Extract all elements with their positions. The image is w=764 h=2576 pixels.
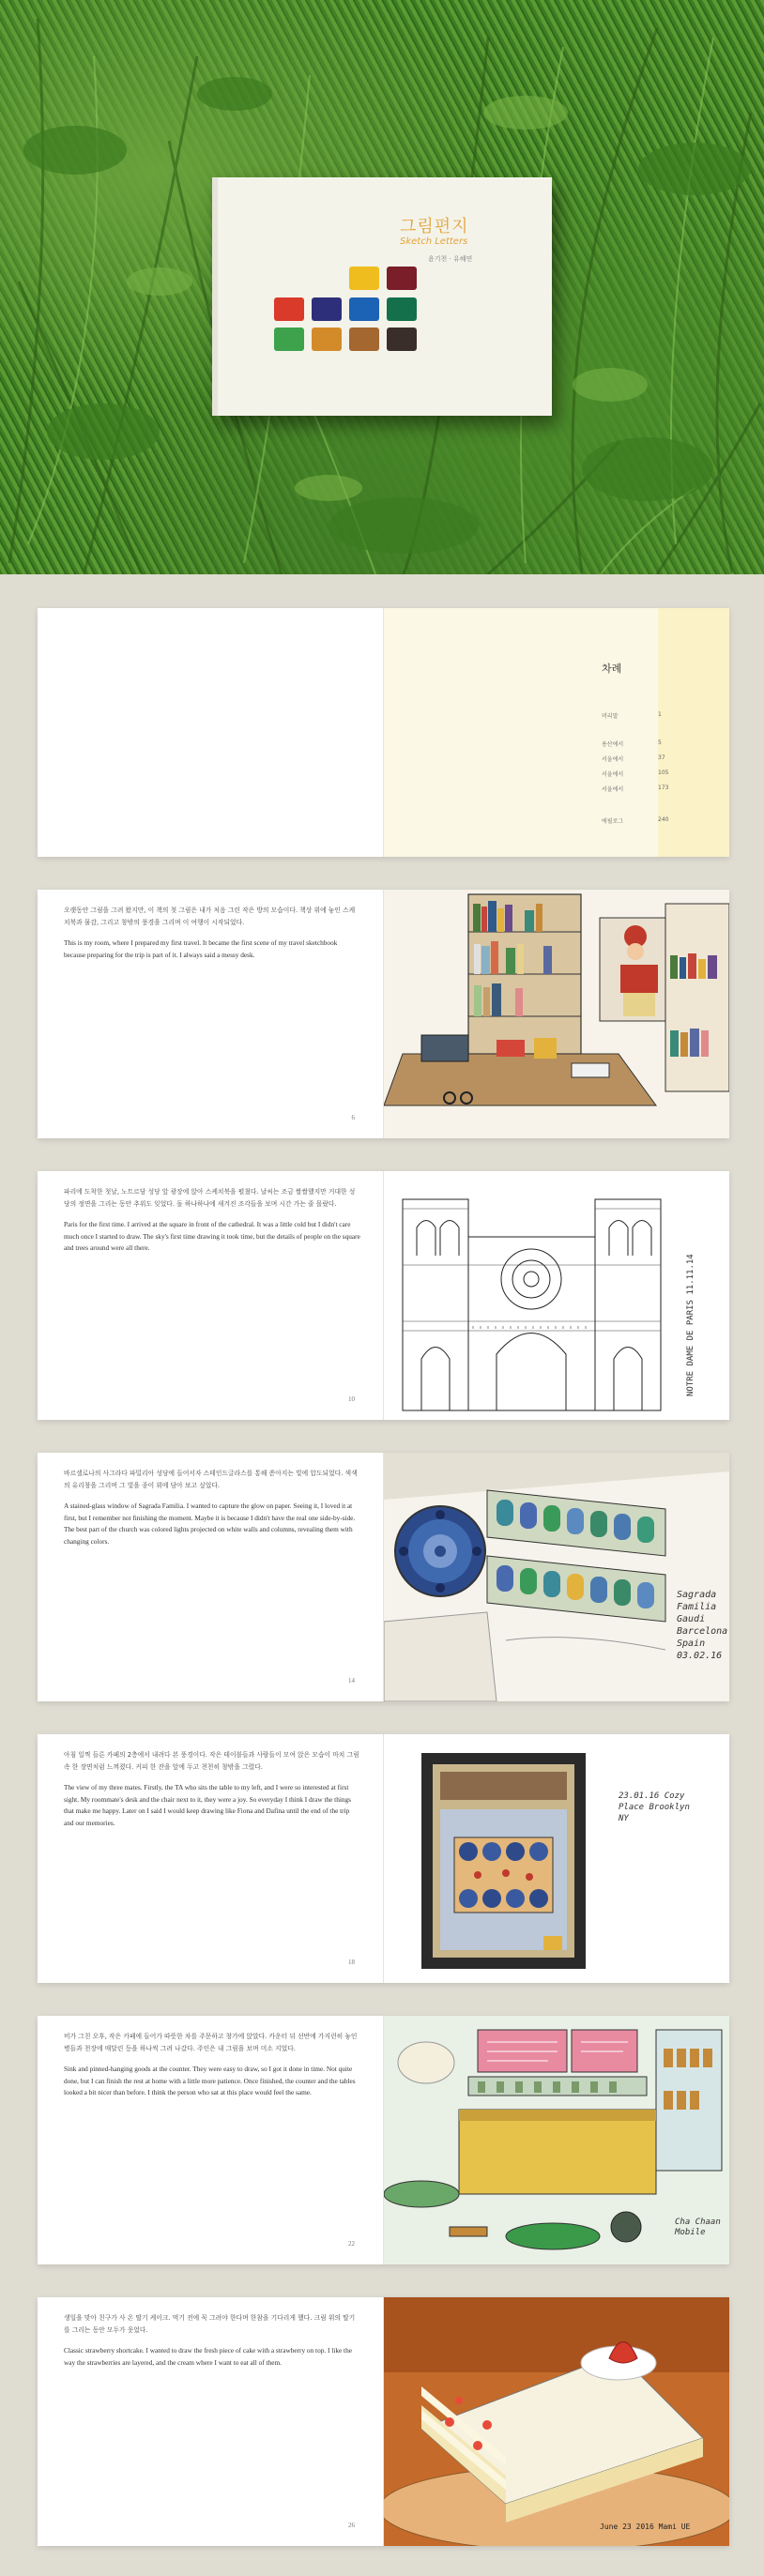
sketch-stained-glass (384, 1453, 729, 1701)
korean-text: 파리에 도착한 첫날, 노트르담 성당 앞 광장에 앉아 스케치북을 펼쳤다. 날씨는 조금 쌀쌀했지만 거대한 성당의 정면을 그리는 동안 추위도 잊었다. 돌 하나하나에 새겨진 조각들을 보며 시간 가는 줄 몰랐다. (64, 1188, 356, 1208)
blank-page (38, 608, 384, 857)
sketch-room (384, 890, 729, 1138)
toc-item: 서울에서 37 (602, 755, 665, 763)
english-text: The view of my three mates. Firstly, the TA who sits the table to my left, and I were so interested at first sight. My roommate's desk and the chair next to it, they were a joy. So everyday I think I draw the things that make me happy. Later on I said I would keep drawing like Fiona and Dafina until the end of the trip and our memories. (64, 1783, 352, 1827)
color-swatch (312, 328, 342, 351)
toc-item: 머리말 1 (602, 711, 662, 720)
sketch-top-view (384, 1734, 729, 1983)
page-number: 22 (348, 2240, 355, 2248)
sketch-caption: June 23 2016 Mami UE (600, 2523, 691, 2531)
color-swatch (312, 297, 342, 321)
spread-sagrada-familia (38, 1453, 729, 1701)
sketch-counter (384, 2016, 729, 2264)
spread-room (38, 890, 729, 1138)
color-swatch (387, 267, 417, 290)
sketch-caption: Sagrada Familia Gaudi Barcelona Spain 03.02.16 (677, 1590, 728, 1661)
page-number: 10 (348, 1395, 355, 1403)
page-number: 26 (348, 2522, 355, 2529)
korean-text: 오랫동안 그림을 그려 왔지만, 이 책의 첫 그림은 내가 처음 그린 작은 방의 모습이다. 책상 위에 놓인 스케치북과 물감, 그리고 창밖의 풍경을 그리며 이 여행이 시작되었다. (64, 907, 356, 926)
page-number: 6 (351, 1114, 355, 1121)
color-swatch (274, 297, 304, 321)
sketch-caption: NOTRE DAME DE PARIS 11.11.14 (686, 1254, 695, 1396)
english-text: Classic strawberry shortcake. I wanted to draw the fresh piece of cake with a strawberry on top. I like the way the strawberries are layered, and the cream where I want to eat all of them. (64, 2346, 352, 2367)
spread-toc (38, 608, 729, 857)
color-swatch (349, 267, 379, 290)
english-text: A stained-glass window of Sagrada Familia. I wanted to capture the glow on paper. Seeing it, I loved it at first, but I remember not finishing the moment. Maybe it is because I didn't have the real one side-by-side. The best part of the church was colored lights projected on white walls and columns, revealing them with changing colors. (64, 1501, 356, 1546)
korean-text: 바르셀로나의 사그라다 파밀리아 성당에 들어서자 스테인드글라스를 통해 쏟아지는 빛에 압도되었다. 색색의 유리창을 그리며 그 빛을 종이 위에 담아 보고 싶었다. (64, 1470, 358, 1489)
toc-item: 서울에서 105 (602, 770, 669, 778)
toc-page (384, 608, 729, 857)
page-number: 18 (348, 1959, 355, 1966)
sketch-cathedral (384, 1171, 729, 1420)
page-number: 14 (348, 1677, 355, 1684)
spread-notre-dame (38, 1171, 729, 1420)
spread-cafe-counter (38, 2016, 729, 2264)
book-subtitle: Sketch Letters (400, 236, 468, 247)
book-author: 윤기천 · 유혜연 (428, 255, 473, 263)
sketch-caption: 23.01.16 Cozy Place Brooklyn NY (619, 1791, 690, 1823)
color-swatch (274, 328, 304, 351)
spread-cafe-view (38, 1734, 729, 1983)
toc-item: 서울에서 173 (602, 785, 669, 793)
color-swatch (349, 297, 379, 321)
book-title: 그림편지 (400, 217, 469, 236)
korean-text: 비가 그친 오후, 작은 카페에 들어가 따뜻한 차를 주문하고 창가에 앉았다. 카운터 뒤 선반에 가지런히 놓인 병들과 천장에 매달린 등을 하나씩 그려 나갔다. 주인은 내 그림을 보며 미소 지었다. (64, 2033, 358, 2052)
book-cover (212, 177, 552, 416)
color-swatch (387, 297, 417, 321)
english-text: Sink and pinned-hanging goods at the counter. They were easy to draw, so I got it done in time. Not quite done, but I can finish the rest at home with a little more patience. Once finished, the counter and the tables looked a bit nicer than before. I think the person who sat at this place would feel the same. (64, 2065, 356, 2096)
korean-text: 아침 일찍 들른 카페의 2층에서 내려다 본 풍경이다. 작은 테이블들과 사람들이 모여 앉은 모습이 마치 그림 속 한 장면처럼 느껴졌다. 커피 한 잔을 앞에 두고 천천히 창밖을 그렸다. (64, 1751, 359, 1771)
spread-cake (38, 2297, 729, 2546)
hero-photo (0, 0, 764, 574)
english-text: This is my room, where I prepared my first travel. It became the first scene of my travel sketchbook because preparing for the trip is part of it. I always said a messy desk. (64, 938, 338, 959)
toc-item: 에필로그 240 (602, 816, 669, 825)
sketch-cake (384, 2297, 729, 2546)
color-swatch (387, 328, 417, 351)
sketch-caption: Cha Chaan Mobile (675, 2218, 721, 2237)
color-swatch (349, 328, 379, 351)
toc-title: 차례 (602, 663, 622, 675)
toc-item: 용산에서 5 (602, 739, 662, 748)
korean-text: 생일을 맞아 친구가 사 온 딸기 케이크. 먹기 전에 꼭 그려야 한다며 한참을 기다리게 했다. 크림 위의 딸기를 그리는 동안 모두가 웃었다. (64, 2314, 356, 2334)
english-text: Paris for the first time. I arrived at the square in front of the cathedral. It was a little cold but I didn't care much once I started to draw. The sky's first time drawing it took time, but the details of people on the square and trees around were all there. (64, 1220, 360, 1252)
